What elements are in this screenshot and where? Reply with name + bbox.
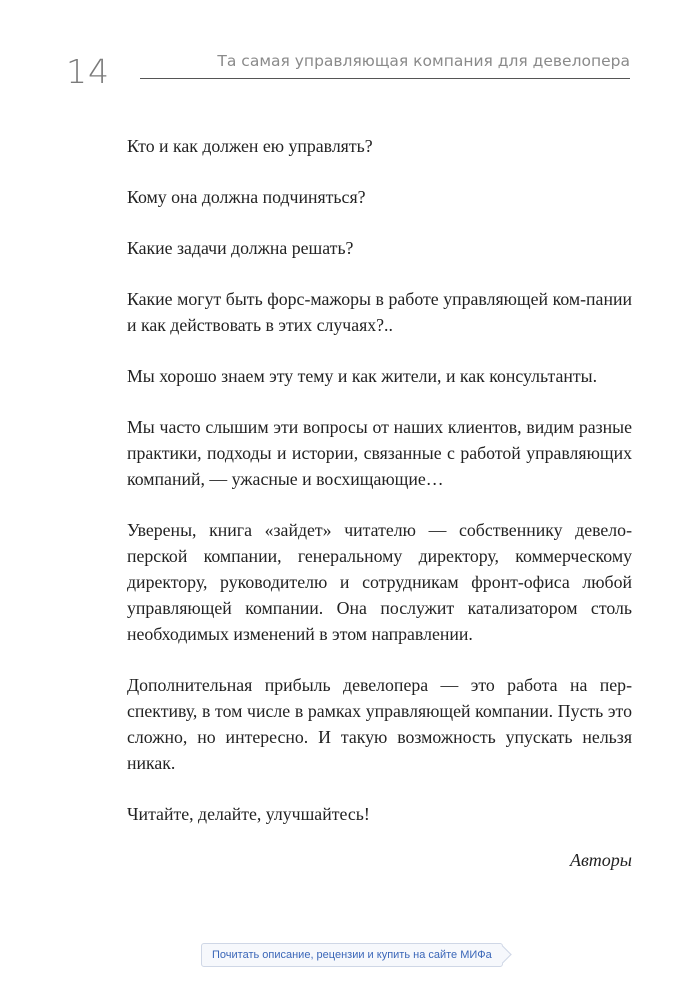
paragraph: Кому она должна подчиняться? <box>127 187 366 207</box>
body-text <box>127 133 632 852</box>
header-divider <box>140 78 630 79</box>
page-number: 14 <box>66 52 110 91</box>
running-head-title: Та самая управляющая компания для девелопера <box>217 52 630 70</box>
paragraph: Уверены, книга «зайдет» читателю — собственнику девелоперской компании, генеральному директору, коммерческому директору, руководителю и сотрудникам фронт-офиса любой управляющей компании. Она послужит катализатором столь необходимых изменений в этом направлении. <box>127 520 632 644</box>
buy-book-link[interactable]: Почитать описание, рецензии и купить на сайте МИФа <box>201 943 503 967</box>
paragraph: Мы часто слышим эти вопросы от наших клиентов, видим разные практики, подходы и истории, связанные с работой управляющих компаний, — ужасные и восхищающие… <box>127 417 632 489</box>
paragraph: Читайте, делайте, улучшайтесь! <box>127 804 370 824</box>
paragraph: Мы хорошо знаем эту тему и как жители, и как консультанты. <box>127 366 598 386</box>
paragraph: Дополнительная прибыль девелопера — это работа на перспективу, в том числе в рамках управляющей компании. Пусть это сложно, но интересно. И такую возможность упускать нельзя никак. <box>127 675 632 773</box>
paragraph: Какие задачи должна решать? <box>127 238 354 258</box>
signature: Авторы <box>570 850 632 870</box>
paragraph: Какие могут быть форс-мажоры в работе управляющей ком-пании и как действовать в этих случаях?.. <box>127 289 632 335</box>
paragraph: Кто и как должен ею управлять? <box>127 136 373 156</box>
